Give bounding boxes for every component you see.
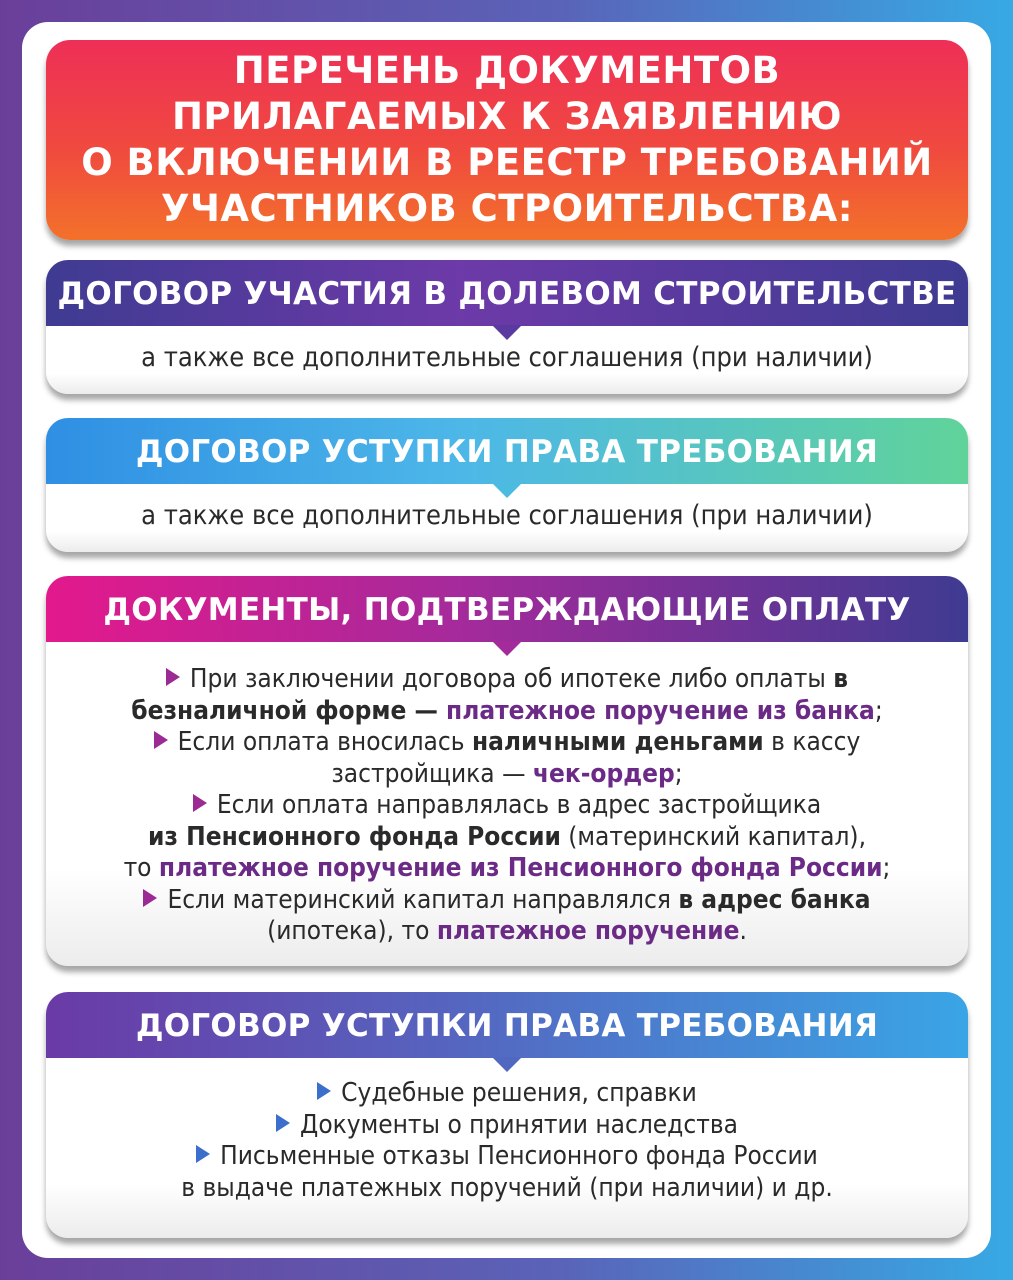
title-line-3: О ВКЛЮЧЕНИИ В РЕЕСТР ТРЕБОВАНИЙ [81, 141, 933, 184]
section-heading: ДОГОВОР УСТУПКИ ПРАВА ТРЕБОВАНИЯ [46, 418, 968, 484]
title-line-1: ПЕРЕЧЕНЬ ДОКУМЕНТОВ [233, 49, 781, 92]
bullet-triangle-icon [193, 794, 207, 812]
bullet-triangle-icon [143, 889, 157, 907]
list-item: Документы о принятии наследства [46, 1110, 968, 1142]
list-item: При заключении договора об ипотеке либо оплаты в [46, 664, 968, 696]
section-body: При заключении договора об ипотеке либо оплаты в безналичной форме — платежное поручение из банка; Если оплата вносилась наличными деньгами в кассу застройщика — чек-ордер; Если оплата направлялась в адрес застройщика из Пенсионного фонда России (материнский капитал), то платежное поручение из Пенсионного фонда России; Если материнский капитал направлялся в адрес банка (ипотека), то платежное поручение. [46, 642, 968, 966]
section-heading: ДОГОВОР УСТУПКИ ПРАВА ТРЕБОВАНИЯ [46, 992, 968, 1058]
section-shared-construction [46, 260, 968, 394]
section-note: а также все дополнительные соглашения (при наличии) [141, 500, 873, 531]
bullet-triangle-icon [276, 1114, 290, 1132]
bullet-triangle-icon [154, 731, 168, 749]
bullet-triangle-icon [166, 668, 180, 686]
title-line-2: ПРИЛАГАЕМЫХ К ЗАЯВЛЕНИЮ [171, 95, 843, 138]
list-item: Если оплата вносилась наличными деньгами в кассу [46, 727, 968, 759]
page-title [46, 40, 968, 240]
title-line-4: УЧАСТНИКОВ СТРОИТЕЛЬСТВА: [160, 187, 854, 230]
section-payment-documents [46, 576, 968, 966]
bullet-triangle-icon [317, 1082, 331, 1100]
section-heading: ДОКУМЕНТЫ, ПОДТВЕРЖДАЮЩИЕ ОПЛАТУ [46, 576, 968, 642]
bullet-triangle-icon [196, 1145, 210, 1163]
list-item: Если материнский капитал направлялся в адрес банка [46, 885, 968, 917]
list-item: Письменные отказы Пенсионного фонда России [46, 1141, 968, 1173]
section-other-documents [46, 992, 968, 1238]
section-assignment-contract [46, 418, 968, 552]
list-item: Если оплата направлялась в адрес застройщика [46, 790, 968, 822]
section-body [46, 1058, 968, 1238]
section-heading: ДОГОВОР УЧАСТИЯ В ДОЛЕВОМ СТРОИТЕЛЬСТВЕ [46, 260, 968, 326]
list-item: Судебные решения, справки [46, 1078, 968, 1110]
list-item-continuation: в выдаче платежных поручений (при наличии) и др. [181, 1172, 833, 1203]
section-note: а также все дополнительные соглашения (при наличии) [141, 342, 873, 373]
